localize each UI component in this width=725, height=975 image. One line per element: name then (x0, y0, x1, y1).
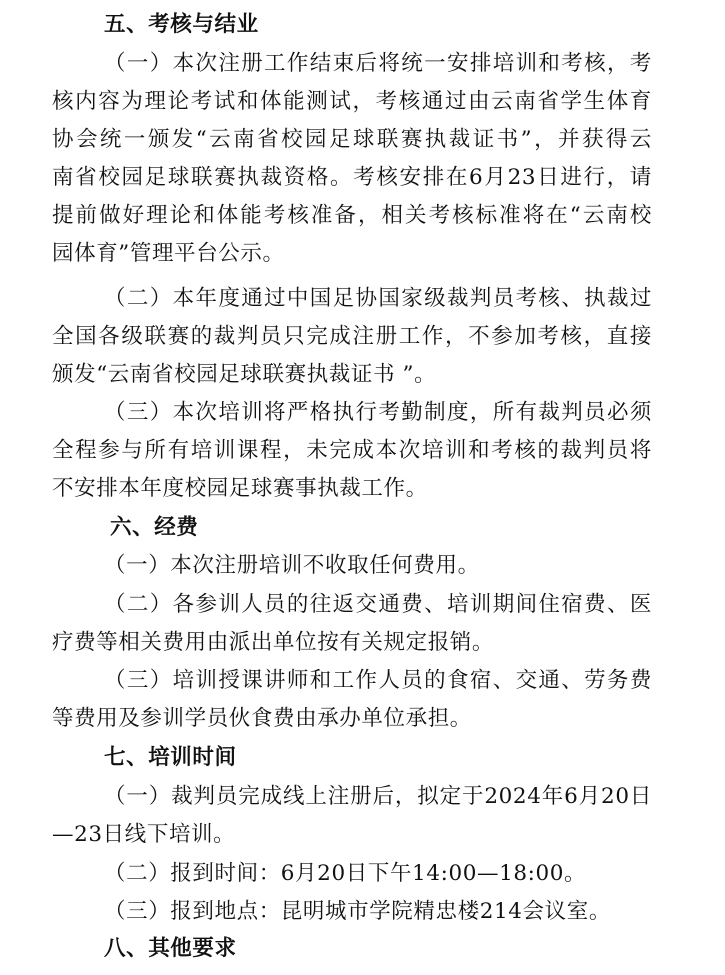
paragraph-line: 核内容为理论考试和体能测试，考核通过由云南省学生体育 (52, 89, 652, 114)
section-heading-6: 六、经费 (110, 515, 199, 540)
paragraph-line: 等费用及参训学员伙食费由承办单位承担。 (52, 706, 472, 731)
paragraph-line: 协会统一颁发“云南省校园足球联赛执裁证书”，并获得云 (52, 127, 652, 152)
paragraph-line: （一）本次注册工作结束后将统一安排培训和考核，考 (104, 51, 652, 76)
paragraph-line: —23日线下培训。 (52, 822, 236, 847)
paragraph-line: （三）报到地点：昆明城市学院精忠楼214会议室。 (104, 899, 611, 924)
paragraph-line: （二）各参训人员的往返交通费、培训期间住宿费、医 (104, 592, 652, 617)
paragraph-line: （一）本次注册培训不收取任何费用。 (104, 553, 480, 578)
paragraph-line: （三）本次培训将严格执行考勤制度，所有裁判员必须 (104, 400, 652, 425)
section-heading-8: 八、其他要求 (104, 936, 237, 961)
section-heading-5: 五、考核与结业 (104, 12, 259, 37)
paragraph-line: （二）报到时间：6月20日下午14:00—18:00。 (104, 861, 587, 886)
paragraph-line: 全国各级联赛的裁判员只完成注册工作，不参加考核，直接 (52, 324, 652, 349)
paragraph-line: （一）裁判员完成线上注册后，拟定于2024年6月20日 (104, 784, 652, 809)
paragraph-line: 全程参与所有培训课程，未完成本次培训和考核的裁判员将 (52, 438, 652, 463)
paragraph-line: 疗费等相关费用由派出单位按有关规定报销。 (52, 630, 495, 655)
paragraph-line: （二）本年度通过中国足协国家级裁判员考核、执裁过 (104, 286, 652, 311)
paragraph-line: 园体育”管理平台公示。 (52, 241, 285, 266)
paragraph-line: 南省校园足球联赛执裁资格。考核安排在6月23日进行，请 (52, 165, 652, 190)
section-heading-7: 七、培训时间 (104, 745, 237, 770)
paragraph-line: （三）培训授课讲师和工作人员的食宿、交通、劳务费 (104, 668, 652, 693)
paragraph-line: 提前做好理论和体能考核准备，相关考核标准将在“云南校 (52, 203, 652, 228)
paragraph-line: 颁发“云南省校园足球联赛执裁证书 ”。 (52, 362, 437, 387)
paragraph-line: 不安排本年度校园足球赛事执裁工作。 (52, 476, 428, 501)
